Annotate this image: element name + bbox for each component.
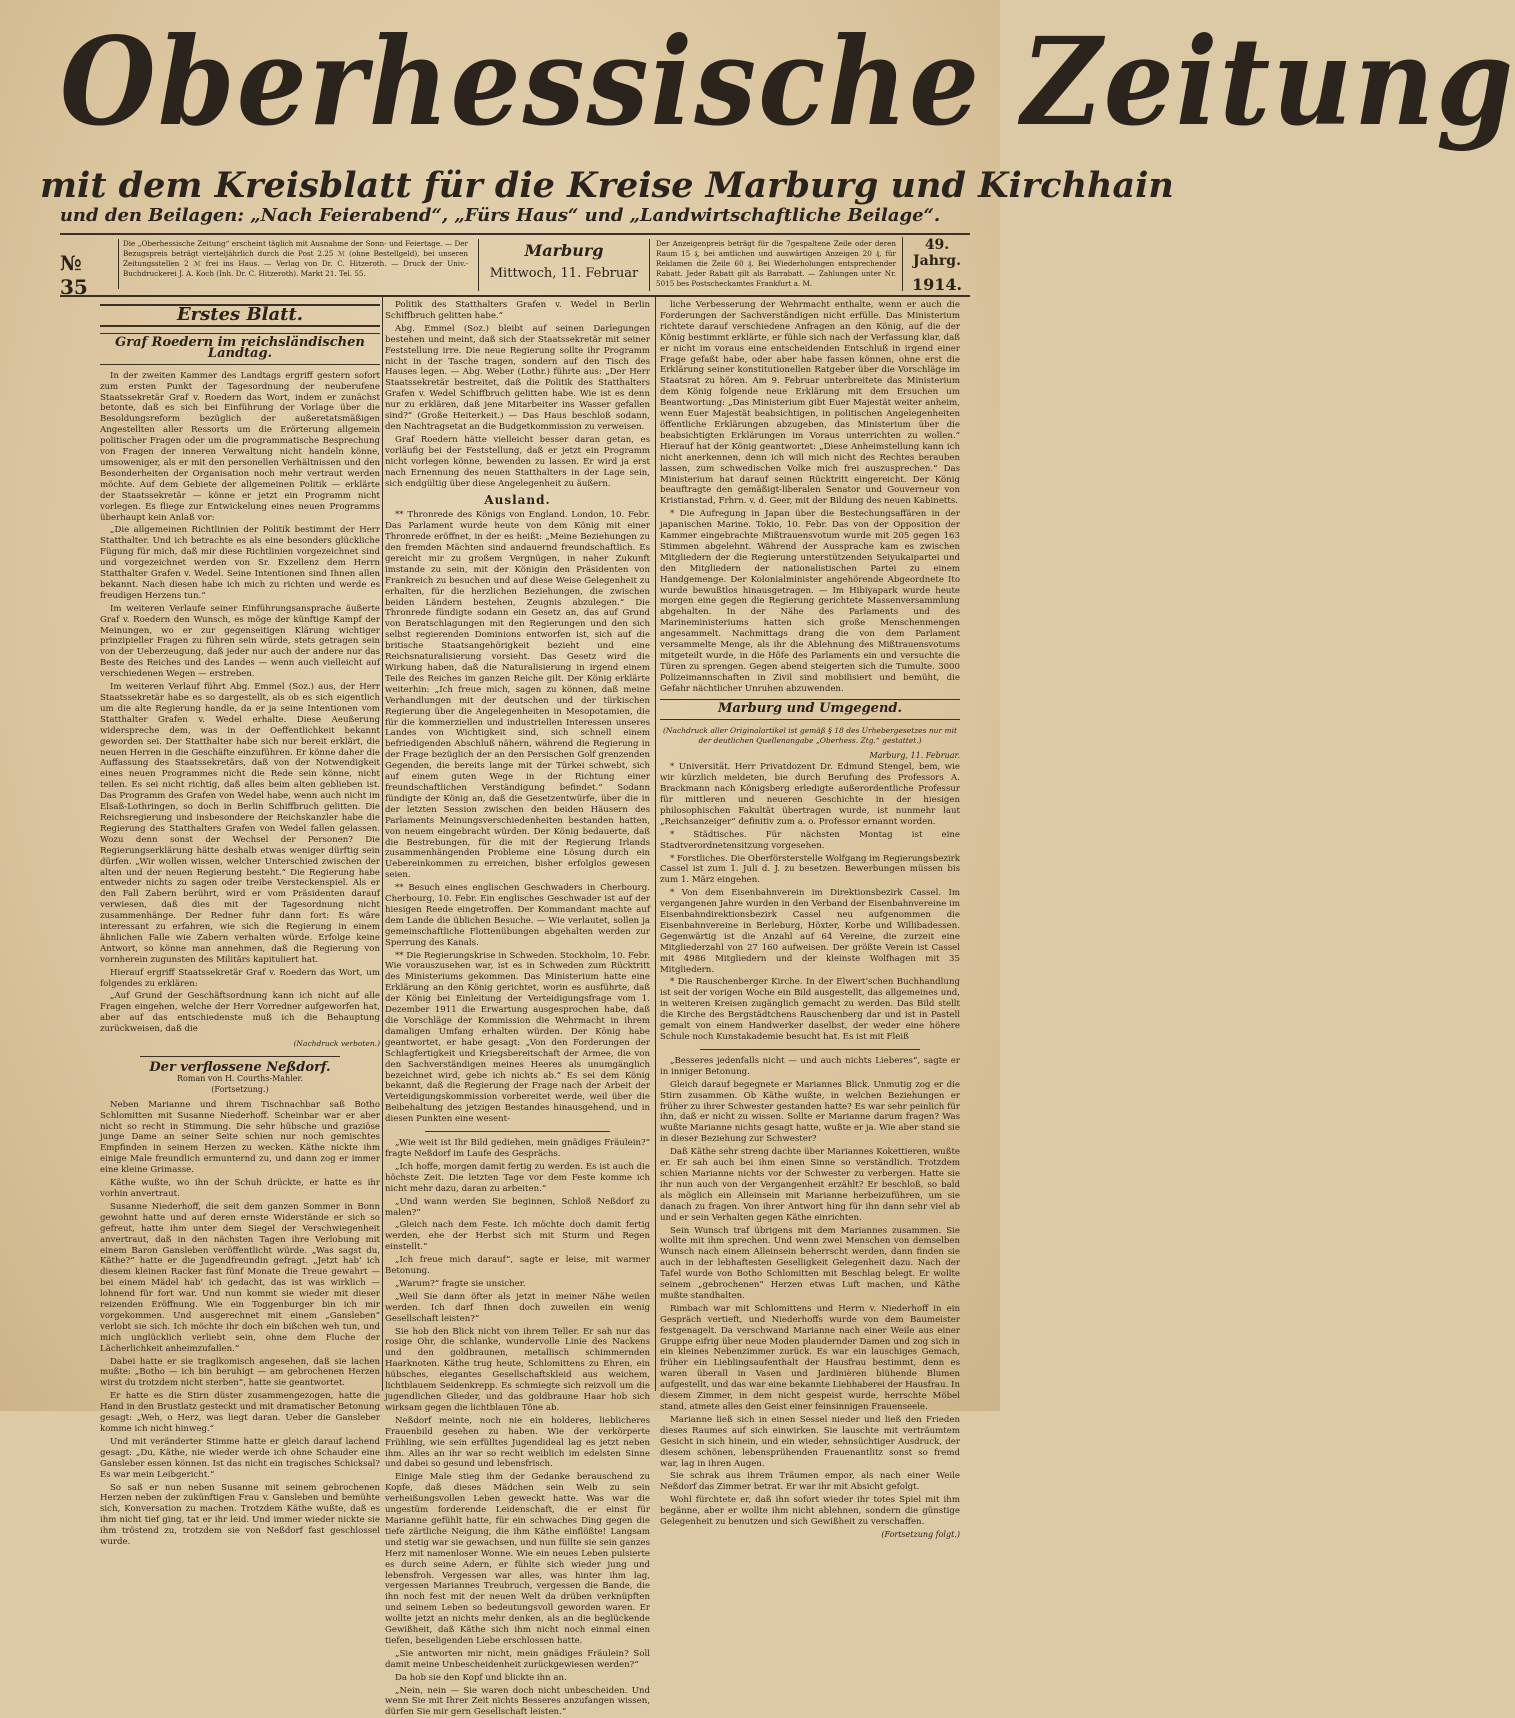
masthead bbox=[60, 10, 1515, 162]
serial-continuation: (Fortsetzung.) bbox=[211, 1084, 269, 1094]
divider bbox=[700, 1049, 920, 1050]
paragraph: Neben Marianne und ihrem Tischnachbar saß Botho Schlomitten mit Susanne Niederhoff. Scheinbar war er aber nicht so recht in Stimmung. Die sehr hübsche und graziöse junge Dame an seiner Seite schien nur noch gemischtes Empfinden in seinem Herzen zu wecken. Käthe nickte ihm einige Male freundlich ermunternd zu, und dann zog er immer eine kleine Grimasse. bbox=[100, 1099, 380, 1176]
volume-year: 1914. bbox=[911, 275, 963, 294]
newspaper-supplements: und den Beilagen: „Nach Feierabend“, „Fürs Haus“ und „Landwirtschaftliche Beilage“. bbox=[59, 205, 941, 226]
dateline-box bbox=[478, 239, 650, 291]
subscription-info: Die „Oberhessische Zeitung“ erscheint täglich mit Ausnahme der Sonn- und Feiertage. — Der Bezugspreis beträgt vierteljährlich durch die Post 2.25 ℳ (ohne Bestellgeld), bei unseren Zeitungsstellen 2 ℳ frei ins Haus. — Verlag von Dr. C. Hitzeroth. — Druck der Univ.-Buchdruckerei J. A. Koch (Inh. Dr. C. Hitzeroth). Markt 21. Tel. 55. bbox=[118, 239, 468, 289]
column-2 bbox=[385, 300, 650, 1718]
paragraph: * Städtisches. Für nächsten Montag ist eine Stadtverordnetensitzung vorgesehen. bbox=[660, 829, 960, 851]
paragraph: Sie schrak aus ihrem Träumen empor, als nach einer Weile Neßdorf das Zimmer betrat. Er war ihr mit Absicht gefolgt. bbox=[660, 1471, 960, 1493]
paragraph: * Forstliches. Die Oberförsterstelle Wolfgang im Regierungsbezirk Cassel ist zum 1. Juli d. J. zu besetzen. Bewerbungen müssen bis zum 1. März eingehen. bbox=[660, 853, 960, 886]
paragraph: Käthe wußte, wo ihn der Schuh drückte, er hatte es ihr vorhin anvertraut. bbox=[100, 1178, 380, 1199]
article-body bbox=[100, 371, 380, 1035]
volume-box bbox=[902, 237, 971, 294]
paragraph: „Warum?“ fragte sie unsicher. bbox=[395, 1278, 526, 1289]
local-news-heading: Marburg und Umgegend. bbox=[660, 699, 960, 720]
serial-author: Roman von H. Courths-Mahler. bbox=[177, 1073, 303, 1083]
paragraph: * Die Aufregung in Japan über die Bestechungsaffären in der japanischen Marine. Tokio, 10. Febr. Das von der Opposition der Kammer eingebrachte Mißtrauensvotum wurde mit 205 gegen 163 Stimmen abgelehnt. Während der Aussprache kam es zwischen Mitgliedern der die Regierung unterstützenden Seiyukaipartei und den Mitgliedern der nationalistischen Partei zu einem Handgemenge. Der Kolonialminister angehörende Abgeordnete Ito wurde bewußtlos hinausgetragen. — Im Hibiyapark wurde heute morgen eine gegen die Regierung gerichtete Massenversammlung abgehalten. In der Nähe des Parlaments und des Marineministeriums hatten sich große Menschenmengen angesammelt. Nachmittags drang die von dem Parlament versammelte Menge, als ihr die Ablehnung des Mißtrauensvotums mitgeteilt wurde, in die Höfe des Parlaments ein und versuchte die Türen zu sprengen. Gegen abend steigerten sich die Tumulte. 3000 Polizeimannschaften in Zivil sind mobilisiert und bemüht, die Gefahr nächtlicher Unruhen abzuwenden. bbox=[660, 509, 960, 694]
volume-number: 49. Jahrg. bbox=[913, 237, 961, 269]
paragraph: Marianne ließ sich in einen Sessel nieder und ließ den Frieden dieses Raumes auf sich einwirken. Sie lauschte mit verträumtem Gesicht in sich hinein, und ein wieder, sehnsüchtiger Ausdruck, der diesem schönen, lebensprühenden Frauenantlitz sonst so fremd war, lag in ihren Augen. bbox=[660, 1414, 960, 1469]
paragraph: ** Thronrede des Königs von England. London, 10. Febr. Das Parlament wurde heute von dem König mit einer Thronrede eröffnet, in der es heißt: „Meine Beziehungen zu den fremden Mächten sind andauernd freundschaftlich. Es gereicht mir zu großem Vergnügen, in naher Zukunft imstande zu sein, mit der Königin den Präsidenten von Frankreich zu besuchen und auf diese Weise Gelegenheit zu erhalten, für die herzlichen Beziehungen, die zwischen beiden Ländern bestehen, Zeugnis abzulegen.“ Die Thronrede fündigte sodann ein Gesetz an, das auf Grund von Beratschlagungen mit den Regierungen und den sich selbst regierenden Dominions entworfen ist, sich auf die britische Staatsangehörigkeit bezieht und eine Reichsnaturalisierung vorsieht. Das Gesetz wird die Wirkung haben, daß die Naturalisierung in irgend einem Teile des Reiches im ganzen Reiche gilt. Der König erklärte weiterhin: „Ich freue mich, sagen zu können, daß meine Verhandlungen mit der deutschen und der türkischen Regierung über die Angelegenheiten in Mesopotamien, die für die kommerziellen und industriellen Interessen unseres Landes von Wichtigkeit sind, sich schnell einem befriedigenden Abschluß nähern, während die Regierung in der Frage bezüglich der an den Persischen Golf grenzenden Gegenden, die bereits lange mit der Türkei schwebt, sich auf einem guten Wege in der Richtung einer freundschaftlichen Verständigung befindet.“ Sodann fündigte der König an, daß die Gesetzentwürfe, über die in der letzten Session zwischen den beiden Häusern des Parlaments Meinungsverschiedenheiten bestanden hatten, von neuem eingebracht würden. Der König bedauerte, daß die Bestrebungen, für die mit der Regierung Irlands zusammenhängenden Probleme eine Lösung durch ein Uebereinkommen zu erreichen, bisher erfolglos gewesen seien. bbox=[385, 510, 650, 881]
article-headline: Graf Roedern im reichsländischen Landtag. bbox=[100, 333, 380, 365]
paragraph: Und mit veränderter Stimme hatte er gleich darauf lachend gesagt: „Du, Käthe, nie wieder werde ich ohne Schauder eine Gansleber essen können. Ist das nicht ein tragisches Schicksal? Es war mein Leibgericht.“ bbox=[100, 1436, 380, 1480]
paragraph: Rimbach war mit Schlomittens und Herrn v. Niederhoff in ein Gespräch vertieft, und Niederhoffs wurde von dem Baumeister festgenagelt. Da verschwand Marianne nach einer Weile aus einer Gruppe eifrig über neue Moden plaudernder Damen und zog sich in ein kleines Nebenzimmer zurück. Es war ein lauschiges Gemach, früher ein Lieblingsaufenthalt der Hausfrau bestimmt, denn es waren überall in Vasen und Jardinièren blühende Blumen aufgestellt, und das war eine bekannte Liebhaberei der Hausfrau. In diesem Zimmer, in dem nicht gespeist wurde, herrschte Möbel stand, atmete alles den Geist einer feinsinnigen Frauenseele. bbox=[660, 1303, 960, 1412]
paragraph: Hierauf ergriff Staatssekretär Graf v. Roedern das Wort, um folgendes zu erklären: bbox=[100, 967, 380, 989]
paragraph: Im weiteren Verlaufe seiner Einführungsansprache äußerte Graf v. Roedern den Wunsch, es möge der künftige Kampf der Meinungen, wo er zur gegenseitigen Klärung wichtiger prinzipieller Fragen zu führen sein würde, stets getragen sein von der Ueberzeugung, daß jeder nur auch der andere nur das Beste des Reiches und des Landes — wenn auch vielleicht auf verschiedenen Wegen — erstreben. bbox=[100, 603, 380, 680]
reprint-note: (Nachdruck verboten.) bbox=[293, 1039, 380, 1049]
column-1 bbox=[100, 300, 380, 1548]
paragraph: Daß Käthe sehr streng dachte über Mariannes Kokettieren, wußte er. Er sah auch bei ihm einen Sinne so verständlich. Trotzdem schien Marianne nichts vor der Schwester zu verbergen. Hatte sie ihr nun auch von der Vergangenheit erzählt? Er beschloß, so bald als möglich ein Alleinsein mit Marianne herbeizuführen, um sie danach zu fragen. Von ihrer Antwort hing für ihn dann sehr viel ab und er sein Verhalten gegen Käthe einrichten. bbox=[660, 1147, 960, 1223]
issue-date: Mittwoch, 11. Februar bbox=[489, 266, 639, 281]
paragraph: liche Verbesserung der Wehrmacht enthalte, wenn er auch die Forderungen der Sachverständigen nicht erfülle. Das Ministerium richtete darauf verschiedene Anfragen an den König, auf die der König bestimmt erklärte, er fühle sich nach der Verfassung klar, daß er nicht im voraus eine entscheidenden Entschluß in irgend einer Frage gefaßt habe, oder aber habe fassen können, ohne erst die Erklärung seiner konstitutionellen Ratgeber über die Vorschläge im Staatsrat zu hören. Am 9. Februar unterbreitete das Ministerium dem König folgende neue Erklärung mit dem Ersuchen um Beantwortung: „Das Ministerium gibt Euer Majestät weiter anheim, wenn Euer Majestät beabsichtigen, in politischen Angelegenheiten öffentliche Erklärungen abzugeben, das Ministerium über die beabsichtigten Erklärungen im Voraus unterrichten zu wollen.“ Hierauf hat der König geantwortet: „Diese Anheimstellung kann ich nicht anerkennen, denn ich will mich nicht des Rechtes berauben lassen, zum schwedischen Volke mich frei auszusprechen.“ Das Ministerium hat darauf seinen Rücktritt eingereicht. Der König beauftragte den gemäßigt-liberalen Senator und Gouverneur von Kristianstad, Frhrn. v. d. Geer, mit der Bildung des neuen Kabinetts. bbox=[660, 300, 960, 507]
paragraph: „Die allgemeinen Richtlinien der Politik bestimmt der Herr Statthalter. Und ich betrachte es als eine besonders glückliche Fügung für mich, daß mir diese Richtlinien vorgezeichnet sind und vorgezeichnet werden von Sr. Exzellenz dem Herrn Statthalter Grafen v. Wedel. Seine Intentionen sind Ihnen allen bekannt. Nach diesen habe ich mich zu richten und werde es freudigen Herzens tun.“ bbox=[100, 525, 380, 601]
local-dateline: Marburg, 11. Februar. bbox=[869, 751, 960, 761]
info-bar bbox=[60, 233, 970, 297]
serial-continued-note: (Fortsetzung folgt.) bbox=[881, 1529, 960, 1539]
column-3 bbox=[660, 300, 960, 1539]
paragraph: „Nein, nein — Sie waren doch nicht unbescheiden. Und wenn Sie mit Ihrer Zeit nichts Besseres anzufangen wissen, dürfen Sie mir gern Gesellschaft leisten.“ bbox=[385, 1685, 650, 1718]
paragraph: Da hob sie den Kopf und blickte ihn an. bbox=[395, 1672, 567, 1683]
paragraph: * Universität. Herr Privatdozent Dr. Edmund Stengel, bem, wie wir kürzlich meldeten, bie durch Berufung des Professors A. Brackmann nach Königsberg erledigte außerordentliche Professur für mittleren und neueren Geschichte in der hiesigen philosophischen Fakultät übertragen wurde, ist nunmehr laut „Reichsanzeiger“ definitiv zum a. o. Professor ernannt worden. bbox=[660, 762, 960, 827]
paragraph: „Auf Grund der Geschäftsordnung kann ich nicht auf alle Fragen eingehen, welche der Herr Vorredner aufgeworfen hat, aber auf das entschiedenste muß ich die Behauptung zurückweisen, daß die bbox=[100, 991, 380, 1035]
paragraph: „Ich hoffe, morgen damit fertig zu werden. Es ist auch die höchste Zeit. Die letzten Tage vor dem Feste komme ich nicht mehr dazu, daran zu arbeiten.“ bbox=[385, 1161, 650, 1194]
divider bbox=[140, 1056, 340, 1057]
divider bbox=[425, 1131, 610, 1132]
serial-body bbox=[100, 1100, 380, 1548]
paragraph: „Und wann werden Sie beginnen, Schloß Neßdorf zu malen?“ bbox=[385, 1196, 650, 1218]
paragraph: Neßdorf meinte, noch nie ein holderes, lieblicheres Frauenbild gesehen zu haben. Wie der verkörperte Frühling, wie sein erfülltes Jugendideal lag es jetzt neben ihm. Alles an ihr war so recht weiblich im edelsten Sinne und dabei so gesund und lebensfrisch. bbox=[385, 1415, 650, 1470]
section-heading: Ausland. bbox=[484, 493, 551, 508]
section-heading: Erstes Blatt. bbox=[100, 304, 380, 327]
paragraph: Gleich darauf begegnete er Mariannes Blick. Unmutig zog er die Stirn zusammen. Ob Käthe wußte, in welchen Beziehungen er früher zu ihrer Schwester gestanden hatte? Es war sehr peinlich für ihn, daß er nicht zu wissen. Sollte er Marianne darum fragen? Was wußte Marianne nichts gesagt hatte, wußte er ja. Wie aber stand sie in dieser Beziehung zur Schwester? bbox=[660, 1079, 960, 1145]
paragraph: * Von dem Eisenbahnverein im Direktionsbezirk Cassel. Im vergangenen Jahre wurden in den Verband der Eisenbahnvereine im Eisenbahndirektionsbezirk Cassel neu aufgenommen die Eisenbahnvereine in Berleburg, Höxter, Korbe und Willibadessen. Gegenwärtig ist die Anzahl auf 64 Vereine, die zurzeit eine Mitgliederzahl von 27 160 aufweisen. Der größte Verein ist Cassel mit 4986 Mitgliedern und der kleinste Wolfhagen mit 35 Mitgliedern. bbox=[660, 888, 960, 975]
paragraph: So saß er nun neben Susanne mit seinem gebrochenen Herzen neben der zukünftigen Frau v. Gansleben und bemühte sich, Konversation zu machen. Trotzdem Käthe wußte, daß es ihm nicht tief ging, tat er ihr leid. Und immer wieder nickte sie ihm tröstend zu, trotzdem sie von Neßdorf fast geschlossel wurde. bbox=[100, 1482, 380, 1548]
issue-number: № 35 bbox=[60, 251, 88, 299]
foreign-news-continuation bbox=[660, 300, 960, 695]
paragraph: Susanne Niederhoff, die seit dem ganzen Sommer in Bonn gewohnt hatte und auf deren ernste Widerstände er sich so gefreut, hatte ihm unter dem Siegel der Verschwiegenheit anvertraut, daß in den nächsten Tagen ihre Verlobung mit einem Baron Gansleben veröffentlicht würde. „Was sagst du, Käthe?“ hatte er die Jugendfreundin gefragt. „Jetzt hab’ ich diesem kleinen Racker fast fünf Monate die Treue gewahrt — bei einem Mädel hab’ ich gedacht, das ist was wirklich — lohnend für fort war. Und nun kommt sie wieder mit dieser reizenden Eröffnung. Wie ein Toggenburger bin ich mir vorgekommen. Und ausgerechnet mit einem „Gansleben“ verlobt sie sich. Ich möchte ihr doch ein bißchen weh tun, und mich unglücklich verliebt sein, ohne dem Fluche der Lächerlichkeit anheimzufallen.“ bbox=[100, 1201, 380, 1354]
paragraph: Politik des Statthalters Grafen v. Wedel in Berlin Schiffbruch gelitten habe.“ bbox=[385, 300, 650, 321]
foreign-news bbox=[385, 510, 650, 1125]
column-divider bbox=[382, 296, 383, 1391]
local-news bbox=[660, 762, 960, 1043]
paragraph: „Besseres jedenfalls nicht — und auch nichts Lieberes“, sagte er in inniger Betonung. bbox=[660, 1055, 960, 1077]
article-continuation bbox=[385, 300, 650, 489]
newspaper-title: Oberhessische Zeitung bbox=[60, 10, 1515, 153]
paragraph: „Wie weit ist Ihr Bild gediehen, mein gnädiges Fräulein?“ fragte Neßdorf im Laufe des Gesprächs. bbox=[385, 1138, 650, 1159]
paragraph: * Die Rauschenberger Kirche. In der Elwert’schen Buchhandlung ist seit der vorigen Woche ein Bild ausgestellt, das allgemeines und, in weiteren Kreisen zugänglich gemacht zu werden. Das Bild stellt die Kirche des Bergstädtchens Rauschenberg dar und ist in Pastell gemalt von einem Handwerker daselbst, der weder eine höhere Schule noch Kunstakademie besucht hat. Es ist mit Fleiß bbox=[660, 977, 960, 1042]
serial-body bbox=[660, 1056, 960, 1528]
paragraph: ** Besuch eines englischen Geschwaders in Cherbourg. Cherbourg, 10. Febr. Ein englisches Geschwader ist auf der hiesigen Reede eingetroffen. Der Kommandant machte auf dem Lande die üblichen Besuche. — Wie verlautet, sollen ja gemeinschaftliche Flottenübungen abgehalten werden zur Sperrung des Kanals. bbox=[385, 883, 650, 948]
paragraph: ** Die Regierungskrise in Schweden. Stockholm, 10. Febr. Wie vorauszusehen war, ist es in Schweden zum Rücktritt des Ministeriums gekommen. Das Ministerium hatte eine Erklärung an den König gerichtet, worin es ausführte, daß der König bei Einleitung der Verteidigungsfrage vom 1. Dezember 1911 die Erwartung ausgesprochen habe, daß die Vorschläge der Kommission die Wehrmacht in ihrem damaligen Umfang erhalten würden. Der König habe geantwortet, er habe gesagt: „Von den Forderungen der Schlagfertigkeit und Kriegsbereitschaft der Armee, die von den Sachverständigen meines Heeres als unumgänglich bezeichnet wird, gebe ich nichts ab.“ Es sei dem König bekannt, daß die Regierung der Frage nach der Arbeit der Verteidigungskommission vorbereitet werde, weil über die Beibehaltung des jetzigen Bestandes hinausgehend, und in diesen Punkten eine wesent- bbox=[385, 950, 650, 1125]
paragraph: Im weiteren Verlauf führt Abg. Emmel (Soz.) aus, der Herr Staatssekretär habe es so dargestellt, als ob es sich eigentlich um die alte Regierung handle, da er ja seine Intentionen vom Statthalter Grafen v. Wedel erhalte. Diese Aeußerung widerspreche dem, was in der Oeffentlichkeit bekannt geworden sei. Der Statthalter habe sich nur bereit erklärt, die neuen Herren in die Geschäfte einzuführen. Er könne daher die Auffassung des Staatssekretärs, daß von der Notwendigkeit eines neuen Programmes nicht die Rede sein könne, nicht teilen. Es sei nicht richtig, daß alles beim alten geblieben ist. Das Programm des Grafen von Wedel habe, wenn auch nicht im Elsaß-Lothringen, so doch in Berlin Schiffbruch gelitten. Die Reichsregierung und insbesondere der Reichskanzler habe die Regierung des Statthalters Grafen von Wedel fallen gelassen. Wozu denn sonst der Wechsel der Personen? Die Regierungserklärung hätte deshalb etwas weniger dürftig sein dürfen. „Wir wollen wissen, welcher Unterschied zwischen der alten und der neuen Regierung besteht.“ Die Regierung habe entweder nichts zu sagen oder treibe Versteckenspiel. Als er den Fall Zabern berührt, wird er vom Präsidenten darauf verwiesen, daß dies mit der Tagesordnung nicht zusammenhänge. Der Redner fuhr dann fort: Es wäre interessant zu erfahren, wie sich die Regierung in einem ähnlichen Falle wie Zabern verhalten würde. Erfolge keine Antwort, so könne man annehmen, daß die Regierung von vornherein zugunsten des Militärs kapituliert hat. bbox=[100, 682, 380, 965]
paragraph: Abg. Emmel (Soz.) bleibt auf seinen Darlegungen bestehen und meint, daß sich der Staatssekretär mit seiner Feststellung irre. Die neue Regierung sollte ihr Programm nicht in der Tasche tragen, sondern auf den Tisch des Hauses legen. — Abg. Weber (Lothr.) führte aus: „Der Herr Staatssekretär bestreitet, daß die Politik des Statthalters Grafen v. Wedel Schiffbruch gelitten habe. Wie ist es denn nur zu erklären, daß jene Mitarbeiter ins Wasser gefallen sind?“ (Große Heiterkeit.) — Das Haus beschloß sodann, den Nachtragsetat an die Budgetkommission zu verweisen. bbox=[385, 323, 650, 432]
paragraph: Graf Roedern hätte vielleicht besser daran getan, es vorläufig bei der Feststellung, daß er jetzt ein Programm nicht vorlegen könne, bewenden zu lassen. Er wird ja erst nach Ernennung des neuen Statthalters in der Lage sein, sich endgültig über diese Angelegenheit zu äußern. bbox=[385, 434, 650, 489]
column-divider bbox=[655, 296, 656, 1391]
paragraph: Er hatte es die Stirn düster zusammengezogen, hatte die Hand in den Brustlatz gesteckt und mit dramatischer Betonung gesagt: „Weh, o Herz, was liegt daran. Ueber die Gansleber komme ich nicht hinweg.“ bbox=[100, 1391, 380, 1434]
serial-body bbox=[385, 1138, 650, 1718]
paragraph: Sie hob den Blick nicht von ihrem Teller. Er sah nur das rosige Ohr, die schlanke, wundervolle Linie des Nackens und den goldbraunen, metallisch schimmernden Haarknoten. Käthe trug heute, Schlomittens zu Ehren, ein hübsches, elegantes Gesellschaftskleid aus weichem, lichtblauem Seidenkrepp. Es schmiegte sich reizvoll um die jugendlichen Glieder, und das goldbraune Haar hob sich wirksam gegen die lichtblauen Töne ab. bbox=[385, 1326, 650, 1413]
reprint-note: (Nachdruck aller Originalartikel ist gemäß § 18 des Urhebergesetzes nur mit der deutlichen Quellenangabe „Oberhess. Ztg.“ gestattet.) bbox=[663, 725, 957, 746]
paragraph: „Weil Sie dann öfter als jetzt in meiner Nähe weilen werden. Ich darf Ihnen doch zuweilen ein wenig Gesellschaft leisten?“ bbox=[385, 1291, 650, 1324]
paragraph: „Sie antworten mir nicht, mein gnädiges Fräulein? Soll damit meine Unbescheidenheit zurückgewiesen werden?“ bbox=[385, 1648, 650, 1670]
paragraph: Wohl fürchtete er, daß ihn sofort wieder ihr totes Spiel mit ihm begänne, aber er wollte ihm nicht ablehnen, sondern die günstige Gelegenheit zu benutzen und sich Gewißheit zu verschaffen. bbox=[660, 1495, 960, 1528]
serial-title: Der verflossene Neßdorf. bbox=[149, 1060, 331, 1075]
newspaper-subtitle: mit dem Kreisblatt für die Kreise Marburg und Kirchhain bbox=[40, 165, 1174, 206]
city-name: Marburg bbox=[524, 241, 604, 260]
paragraph: Einige Male stieg ihm der Gedanke berauschend zu Kopfe, daß dieses Mädchen sein Weib zu sein verheißungsvollen Leben geweckt hatte. Was war die ungestüm forderende Leidenschaft, die er einst für Marianne gefühlt hatte, für ein schwaches Ding gegen die tiefe zärtliche Neigung, die ihm Käthe einflößte! Langsam und stetig war sie gewachsen, und nun füllte sie sein ganzes Herz mit namenloser Wonne. Wie ein neues Leben pulsierte es durch seine Adern, er fühlte sich wieder jung und lebensfroh. Vergessen war alles, was hinter ihm lag, vergessen Mariannes Treubruch, vergessen die Bande, die ihn noch fest mit der neuen Welt da drüben verknüpften und seinem Leben so bedeutungsvoll geworden waren. Er wollte jetzt an nichts mehr denken, als an die beglückende Gewißheit, daß Käthe sich ihm nicht noch einmal einen tiefen, beseligenden Liebe erschlossen hatte. bbox=[385, 1472, 650, 1646]
paragraph: Sein Wunsch traf übrigens mit dem Mariannes zusammen. Sie wollte mit ihm sprechen. Und wenn zwei Menschen von demselben Wunsch nach einem Alleinsein beherrscht werden, dann finden sie auch in der lebhaftesten Geselligkeit Gelegenheit dazu. Nach der Tafel wurde von Botho Schlomitten mit Beschlag belegt. Er wollte seinem „gebrochenen“ Herzen etwas Luft machen, und Käthe mußte standhalten. bbox=[660, 1225, 960, 1301]
advertising-info: Der Anzeigenpreis beträgt für die 7gespaltene Zeile oder deren Raum 15 ₰, bei amtlichen und auswärtigen Anzeigen 20 ₰, für Reklamen die Zeile 60 ₰. Bei Wiederholungen entsprechender Rabatt. Jeder Rabatt gilt als Barrabatt. — Zahlungen unter Nr. 5015 bes Postscheckamtes Frankfurt a. M. bbox=[656, 239, 896, 288]
paragraph: „Gleich nach dem Feste. Ich möchte doch damit fertig werden, ehe der Herbst sich mit Sturm und Regen einstellt.“ bbox=[385, 1220, 650, 1253]
paragraph: Dabei hatte er sie traglkomisch angesehen, daß sie lachen mußte: „Botho — ich bin beruhigt — am gebrochenen Herzen wirst du trotzdem nicht sterben“, hatte sie geantwortet. bbox=[100, 1356, 380, 1389]
paragraph: In der zweiten Kammer des Landtags ergriff gestern sofort zum ersten Punkt der Tagesordnung der neuberufene Staatssekretär Graf v. Roedern das Wort, indem er zunächst betonte, daß es sich bei Einführung der Vorlage über die Besoldungsreform bezüglich der außeretatsmäßigen Angestellten aller Ressorts um die Erörterung allgemein politischer Fragen oder um die programmatische Besprechung von Fragen der inneren Verwaltung nicht handeln könne, umsoweniger, als er mit den personellen Verhältnissen und den Besonderheiten der Organisation noch mehr vertraut werden möchte. Auf dem Gebiete der allgemeinen Politik — erklärte der Staatssekretär — könne er jetzt ein Programm nicht vorlegen. Es fliege zur Entwickelung eines neuen Programms überhaupt kein Anlaß vor: bbox=[100, 370, 380, 523]
paragraph: „Ich freue mich darauf“, sagte er leise, mit warmer Betonung. bbox=[385, 1255, 650, 1277]
